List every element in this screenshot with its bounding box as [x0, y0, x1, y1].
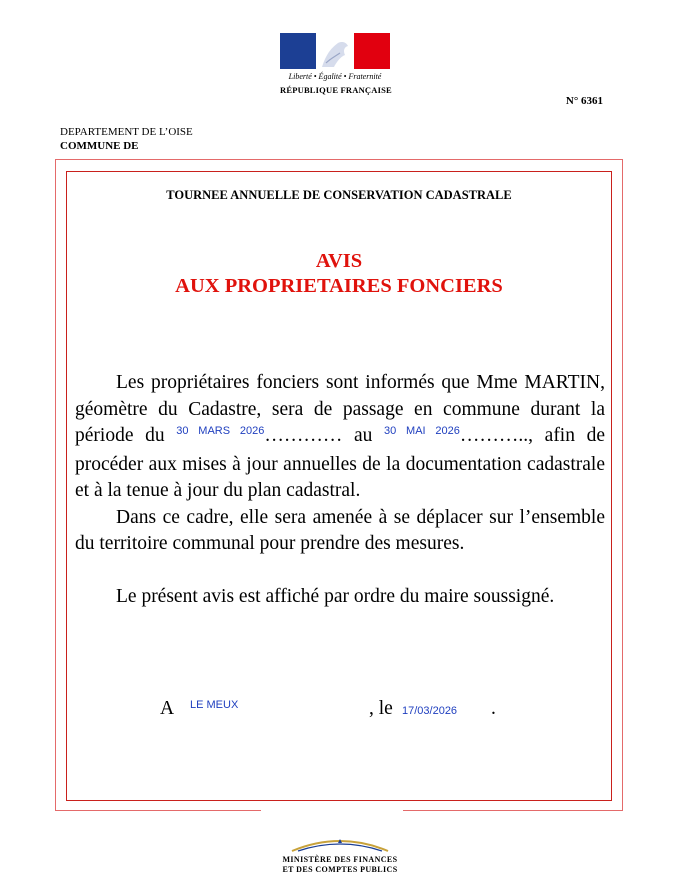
- notice-body: [75, 370, 605, 610]
- notice-heading: TOURNEE ANNUELLE DE CONSERVATION CADASTRALE: [166, 188, 512, 202]
- ministry-line-2: ET DES COMPTES PUBLICS: [282, 865, 398, 874]
- signature-end: .: [491, 698, 496, 719]
- signature-date-field: 17/03/2026: [402, 705, 458, 717]
- paragraph-2: Dans ce cadre, elle sera amenée à se déplacer sur l’ensemble du territoire communal pour prendre des mesures.: [75, 506, 605, 554]
- republic-label: RÉPUBLIQUE FRANÇAISE: [280, 85, 392, 95]
- department-block: [60, 125, 193, 153]
- tricolor-flag-icon: [280, 33, 390, 69]
- notice-title: [66, 249, 612, 299]
- paragraph-3: Le présent avis est affiché par ordre du maire soussigné.: [116, 585, 555, 607]
- ministry-label: [250, 855, 430, 875]
- ministry-arc-icon: [290, 835, 390, 853]
- title-line-avis: AVIS: [315, 250, 363, 272]
- signature-prefix: A: [160, 698, 175, 719]
- motto: Liberté • Égalité • Fraternité: [288, 72, 382, 81]
- department-line: DEPARTEMENT DE L’OISE: [60, 126, 193, 138]
- start-date-field: 30 MARS 2026: [176, 425, 265, 437]
- town-field: LE MEUX: [190, 699, 239, 711]
- title-line-proprietaires: AUX PROPRIETAIRES FONCIERS: [175, 275, 503, 297]
- paragraph-1: Les propriétaires fonciers sont informés que Mme MARTIN, géomètre du Cadastre, sera de passage en commune durant la période du $^{30 MARS 2026}$………… au $^{30 MAI 2026}$……….., afin de procéder aux mises à jour annuelles de la documentation cadastrale et à la tenue à jour du plan cadastral.: [75, 372, 606, 501]
- ministry-line-1: MINISTÈRE DES FINANCES: [282, 855, 398, 864]
- commune-line: COMMUNE DE: [60, 140, 139, 152]
- signature-le: , le: [369, 698, 393, 719]
- marianne-logo: [280, 33, 392, 99]
- document-number: N° 6361: [565, 95, 603, 107]
- end-date-field: 30 MAI 2026: [384, 425, 460, 437]
